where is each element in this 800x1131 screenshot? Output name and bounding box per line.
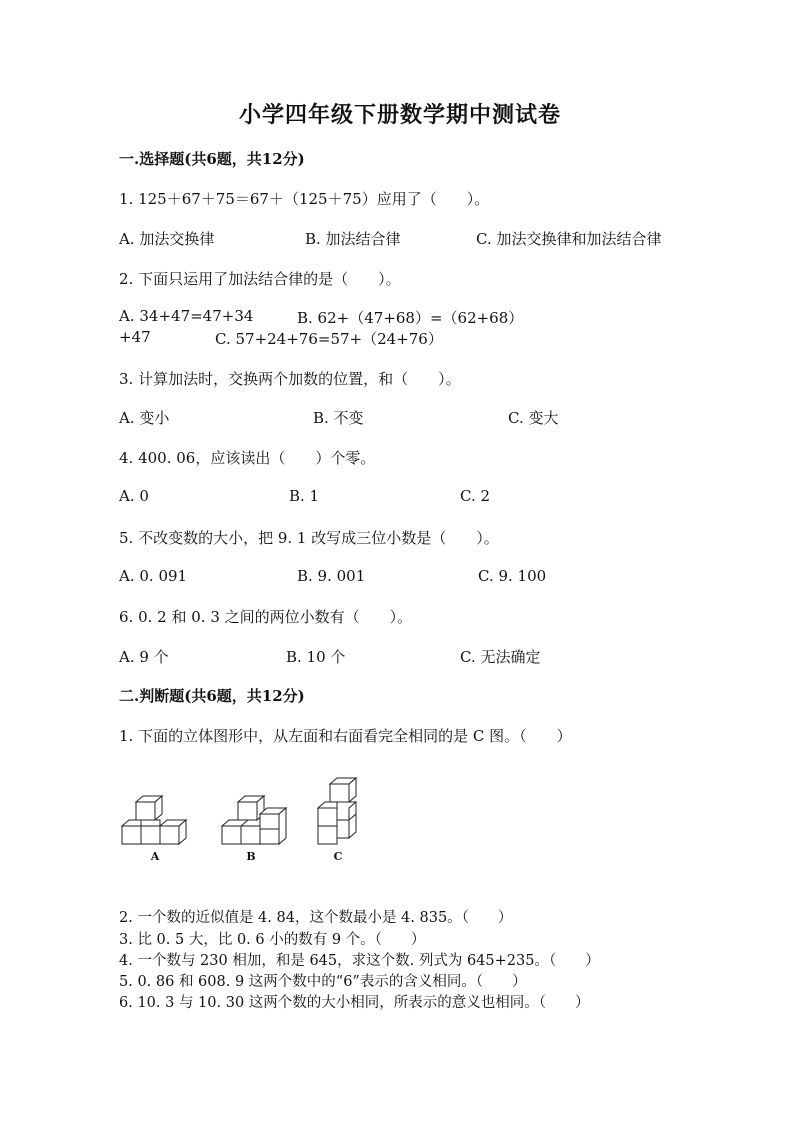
- option-5c: C. 9. 100: [478, 567, 547, 585]
- option-2c: C. 57+24+76=57+（24+76）: [215, 330, 443, 348]
- option-3b: B. 不变: [313, 409, 364, 427]
- option-4a: A. 0: [119, 487, 149, 505]
- option-5a: A. 0. 091: [119, 567, 188, 585]
- question-1: 1. 125＋67＋75＝67＋（125＋75）应用了（ ）。: [119, 190, 490, 208]
- cube-figures: [118, 772, 368, 868]
- option-6c: C. 无法确定: [460, 648, 541, 666]
- figure-c-cubes: [318, 778, 356, 844]
- option-3a: A. 变小: [119, 409, 170, 427]
- option-1a: A. 加法交换律: [119, 230, 215, 248]
- judgement-question-5: 5. 0. 86 和 608. 9 这两个数中的“6”表示的含义相同。（ ）: [119, 974, 527, 990]
- question-4: 4. 400. 06，应该读出（ ）个零。: [119, 449, 376, 467]
- question-5: 5. 不改变数的大小，把 9. 1 改写成三位小数是（ ）。: [119, 529, 499, 547]
- judgement-question-3: 3. 比 0. 5 大，比 0. 6 小的数有 9 个。（ ）: [119, 932, 426, 948]
- question-6: 6. 0. 2 和 0. 3 之间的两位小数有（ ）。: [119, 608, 413, 626]
- figure-label-c: C: [333, 850, 343, 863]
- judgement-question-1: 1. 下面的立体图形中，从左面和右面看完全相同的是 C 图。（ ）: [119, 727, 572, 745]
- figure-label-b: B: [246, 850, 256, 863]
- question-2: 2. 下面只运用了加法结合律的是（ ）。: [119, 270, 401, 288]
- option-4b: B. 1: [289, 487, 320, 505]
- figure-label-a: A: [150, 850, 160, 863]
- section-heading-judgement: 二.判断题(共6题，共12分): [119, 687, 305, 705]
- figure-b-cubes: [222, 796, 286, 844]
- option-6b: B. 10 个: [286, 648, 346, 666]
- page-title: 小学四年级下册数学期中测试卷: [238, 102, 561, 128]
- judgement-question-2: 2. 一个数的近似值是 4. 84，这个数最小是 4. 835。（ ）: [119, 910, 513, 926]
- figure-a-cubes: [122, 796, 186, 844]
- option-2a: A. 34+47=47+34: [119, 307, 254, 325]
- option-1b: B. 加法结合律: [305, 230, 401, 248]
- option-6a: A. 9 个: [119, 648, 169, 666]
- section-heading-choice: 一.选择题(共6题，共12分): [119, 150, 305, 168]
- option-5b: B. 9. 001: [297, 567, 366, 585]
- option-4c: C. 2: [460, 487, 491, 505]
- judgement-question-6: 6. 10. 3 与 10. 30 这两个数的大小相同，所表示的意义也相同。（ ）: [119, 995, 590, 1011]
- option-1c: C. 加法交换律和加法结合律: [476, 230, 662, 248]
- option-3c: C. 变大: [508, 409, 559, 427]
- question-3: 3. 计算加法时，交换两个加数的位置，和（ ）。: [119, 370, 461, 388]
- judgement-question-4: 4. 一个数与 230 相加，和是 645，求这个数. 列式为 645+235。（ ）: [119, 953, 600, 969]
- option-2b: B. 62+（47+68）=（62+68）: [297, 309, 524, 327]
- option-2b-continued: +47: [119, 328, 151, 346]
